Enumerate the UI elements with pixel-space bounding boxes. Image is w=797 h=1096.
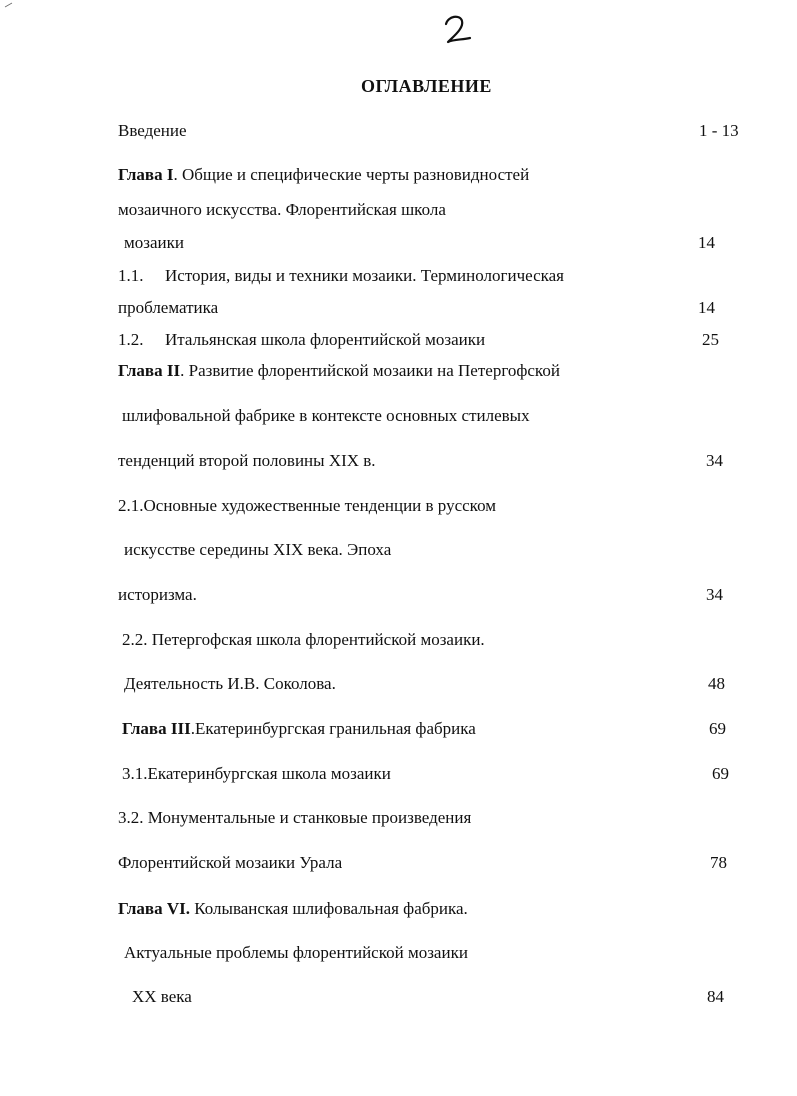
toc-s32-line2: Флорентийской мозаики Урала [118, 853, 343, 872]
toc-s21-line3: историзма. [118, 585, 197, 604]
toc-s22-line1: 2.2. Петергофская школа флорентийской мозаики. [122, 630, 485, 649]
toc-ch3-page: 69 [709, 719, 726, 738]
toc-s21-line1: 2.1.Основные художественные тенденции в русском [118, 496, 497, 515]
toc-s22-line2: Деятельность И.В. Соколова. [124, 674, 336, 693]
toc-s21-line2: искусстве середины XIX века. Эпоха [124, 540, 392, 559]
toc-ch1-bold: Глава I [118, 165, 174, 184]
toc-s32-line1: 3.2. Монументальные и станковые произведения [118, 808, 472, 827]
toc-intro-label: Введение [118, 121, 187, 140]
toc-ch1-page: 14 [698, 233, 715, 252]
toc-ch1-line2: мозаичного искусства. Флорентийская школа [118, 200, 446, 219]
toc-s11-line1: История, виды и техники мозаики. Терминологическая [165, 266, 565, 285]
toc-ch1-text: . Общие и специфические черты разновидностей [173, 165, 530, 184]
toc-ch3-text: .Екатеринбургская гранильная фабрика [190, 719, 476, 738]
toc-ch4-bold: Глава VI. [118, 899, 191, 918]
toc-s31-page: 69 [712, 764, 729, 783]
toc-s31-text: 3.1.Екатеринбургская школа мозаики [122, 764, 391, 783]
toc-ch1-line3: мозаики [124, 233, 184, 252]
toc-ch1-line1 [118, 165, 529, 185]
scan-mark [4, 2, 14, 8]
toc-ch2-text: . Развитие флорентийской мозаики на Петергофской [180, 361, 560, 380]
toc-ch2-page: 34 [706, 451, 723, 470]
toc-s11-page: 14 [698, 298, 715, 317]
toc-ch4-line2: Актуальные проблемы флорентийской мозаики [124, 943, 468, 962]
handwritten-page-number [440, 12, 476, 48]
toc-ch4-line1 [118, 899, 468, 919]
toc-s21-page: 34 [706, 585, 723, 604]
toc-s12-num: 1.2. [118, 330, 144, 349]
toc-s11-line2: проблематика [118, 298, 219, 317]
toc-ch3-line [122, 719, 476, 739]
toc-s32-page: 78 [710, 853, 727, 872]
toc-ch2-line2: шлифовальной фабрике в контексте основных стилевых [122, 406, 530, 425]
toc-ch2-line1 [118, 361, 560, 381]
toc-ch3-bold: Глава III [122, 719, 191, 738]
toc-intro-page: 1 - 13 [699, 121, 739, 140]
toc-ch4-text: Колыванская шлифовальная фабрика. [190, 899, 468, 918]
toc-ch4-page: 84 [707, 987, 724, 1006]
toc-ch2-bold: Глава II [118, 361, 181, 380]
toc-ch2-line3: тенденций второй половины XIX в. [118, 451, 376, 470]
toc-ch4-line3: XX века [132, 987, 192, 1006]
toc-s12-text: Итальянская школа флорентийской мозаики [165, 330, 486, 349]
toc-s11-num: 1.1. [118, 266, 144, 285]
toc-s22-page: 48 [708, 674, 725, 693]
page-title: ОГЛАВЛЕНИЕ [361, 76, 492, 96]
toc-s12-page: 25 [702, 330, 719, 349]
